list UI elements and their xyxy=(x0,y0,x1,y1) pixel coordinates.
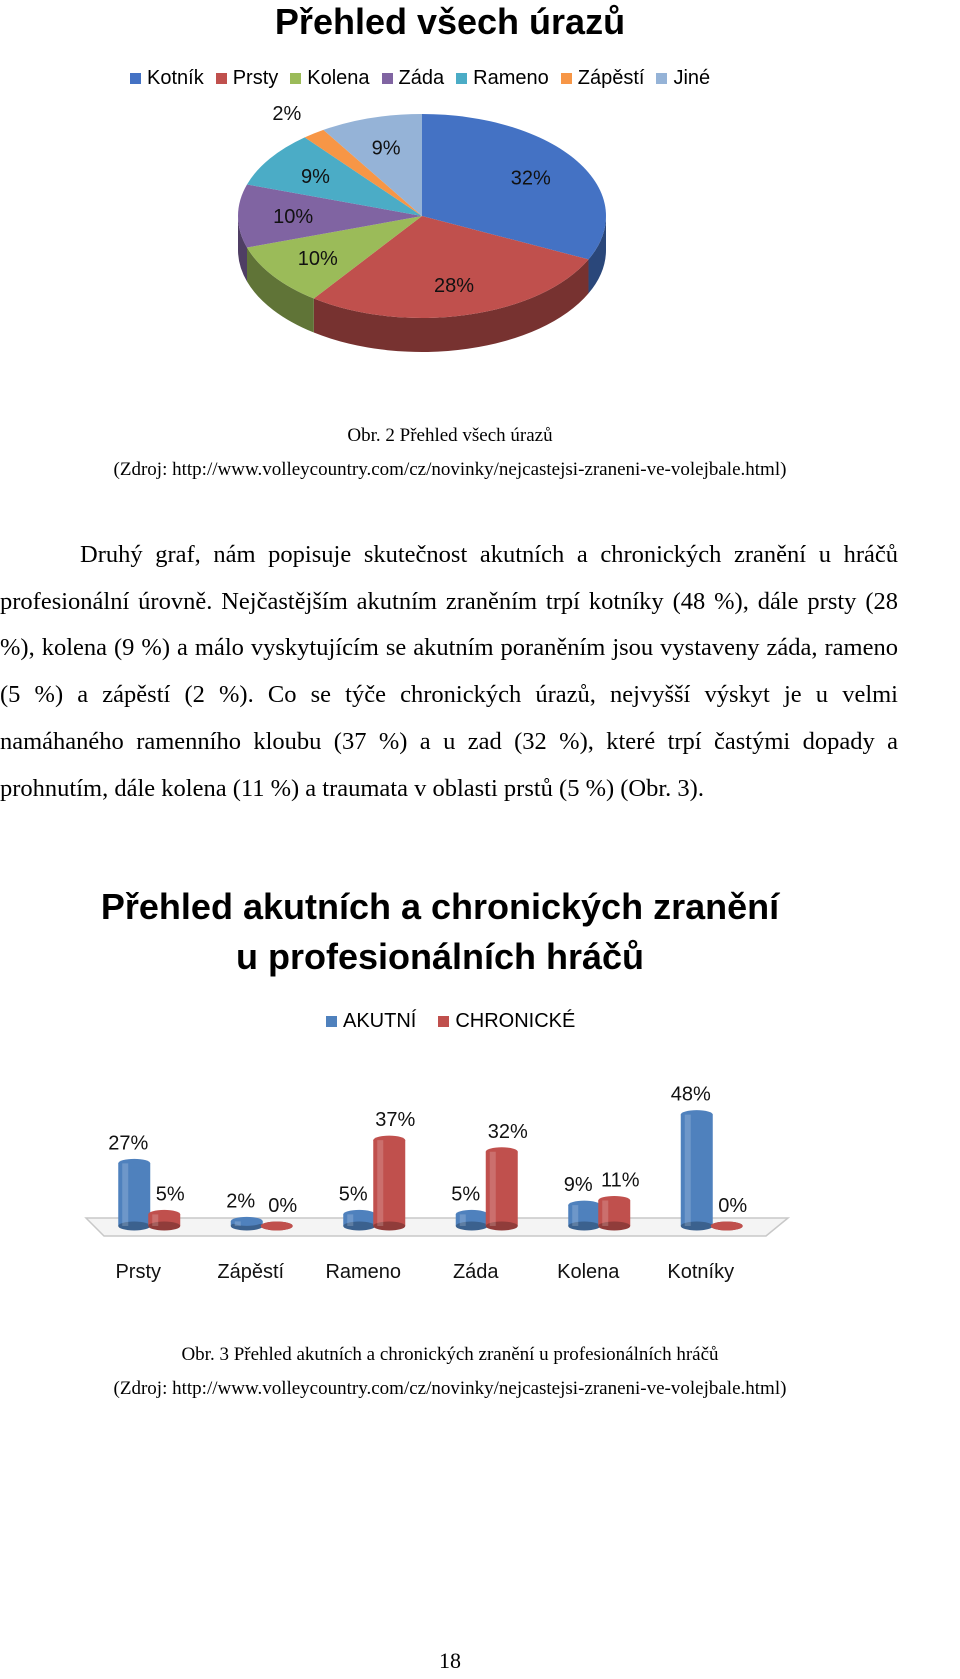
bar-akutni-prsty xyxy=(118,1159,150,1231)
bar-chart-title-line-2: u profesionálních hráčů xyxy=(235,936,645,977)
pie-legend xyxy=(130,66,710,90)
body-paragraph: Druhý graf, nám popisuje skutečnost akutních a chronických zranění u hráčů profesionální úrovně. Nejčastějším akutním zraněním trpí kotníky (48 %), dále prsty (28 %), kolena (9 %) a málo vyskytujícím se akutním poraněním jsou vystaveny záda, rameno (5 %) a zápěstí (2 %). Co se týče chronických úrazů, nejvyšší výskyt je u velmi namáhaného ramenního kloubu (37 %) a u zad (32 %), které trpí častými dopady a prohnutím, dále kolena (11 %) a traumata v oblasti prstů (5 %) (Obr. 3). xyxy=(0,541,898,802)
bar-label-akutni-kotniky: 48% xyxy=(670,1083,711,1106)
bar-category-label-zada: Záda xyxy=(452,1261,499,1283)
bar-label-chronicke-rameno: 37% xyxy=(375,1109,416,1132)
pie-label-rameno: 9% xyxy=(301,165,330,188)
bar-chart xyxy=(0,1040,900,1300)
pie-legend-item-jine xyxy=(656,66,710,90)
legend-swatch xyxy=(326,1016,337,1027)
bar-category-label-prsty: Prsty xyxy=(115,1261,162,1283)
bar-label-akutni-zapesti: 2% xyxy=(226,1190,256,1213)
bar-legend-item-akutni xyxy=(326,1009,416,1033)
pie-legend-item-kolena xyxy=(290,66,369,90)
legend-label: Rameno xyxy=(473,67,549,89)
pie-legend-item-kotnik xyxy=(130,66,204,90)
pie-legend-item-rameno xyxy=(456,66,549,90)
figure-2-caption: Obr. 2 Přehled všech úrazů xyxy=(347,425,553,446)
figure-3-caption: Obr. 3 Přehled akutních a chronických zranění u profesionálních hráčů xyxy=(181,1344,719,1365)
bar-chronicke-prsty xyxy=(148,1210,180,1231)
bar-legend xyxy=(326,1009,575,1033)
bar-category-label-kotniky: Kotníky xyxy=(667,1261,735,1283)
legend-label: Kotník xyxy=(147,67,204,89)
bar-label-akutni-prsty: 27% xyxy=(108,1132,149,1155)
bar-label-akutni-rameno: 5% xyxy=(338,1183,368,1206)
bar-akutni-rameno xyxy=(343,1210,375,1231)
pie-legend-item-prsty xyxy=(216,66,279,90)
legend-label: Prsty xyxy=(232,67,279,89)
pie-legend-item-zada xyxy=(382,66,445,90)
bar-label-chronicke-kolena: 11% xyxy=(600,1169,640,1192)
bar-chronicke-rameno xyxy=(373,1136,405,1231)
bar-category-label-kolena: Kolena xyxy=(557,1261,620,1283)
bar-chronicke-kotniky xyxy=(711,1222,743,1231)
bar-akutni-zapesti xyxy=(231,1217,263,1231)
bar-legend-item-chronicke xyxy=(438,1009,575,1033)
legend-swatch xyxy=(656,73,667,84)
bar-akutni-kolena xyxy=(568,1201,600,1231)
bar-label-chronicke-zada: 32% xyxy=(487,1120,528,1143)
figure-2-source: (Zdroj: http://www.volleycountry.com/cz/novinky/nejcastejsi-zraneni-ve-volejbale.html) xyxy=(113,459,787,480)
legend-swatch xyxy=(561,73,572,84)
bar-chart-bars xyxy=(108,1084,747,1231)
page-number: 18 xyxy=(439,1648,461,1673)
bar-akutni-kotniky xyxy=(681,1110,713,1230)
pie-label-kotnik: 32% xyxy=(510,167,551,190)
figure-3-source: (Zdroj: http://www.volleycountry.com/cz/novinky/nejcastejsi-zraneni-ve-volejbale.html) xyxy=(113,1378,787,1399)
pie-legend-item-zapesti xyxy=(561,66,645,90)
bar-chronicke-kolena xyxy=(598,1196,630,1231)
bar-label-akutni-kolena: 9% xyxy=(563,1174,593,1197)
legend-label: AKUTNÍ xyxy=(343,1010,417,1032)
bar-chronicke-zapesti xyxy=(261,1222,293,1231)
legend-swatch xyxy=(130,73,141,84)
bar-akutni-zada xyxy=(456,1210,488,1231)
pie-label-zada: 10% xyxy=(273,206,314,228)
pie-label-prsty: 28% xyxy=(434,275,475,298)
pie-chart-title: Přehled všech úrazů xyxy=(274,1,626,42)
bar-label-chronicke-zapesti: 0% xyxy=(268,1195,298,1217)
bar-chart-title xyxy=(0,882,880,982)
legend-label: Zápěstí xyxy=(577,67,645,89)
legend-swatch xyxy=(290,73,301,84)
legend-label: Záda xyxy=(398,67,445,89)
legend-label: Kolena xyxy=(307,67,370,89)
bar-category-label-zapesti: Zápěstí xyxy=(217,1261,285,1283)
legend-swatch xyxy=(216,73,227,84)
legend-swatch xyxy=(438,1016,449,1027)
bar-chronicke-zada xyxy=(486,1147,518,1230)
body-paragraph-block xyxy=(0,532,898,812)
bar-chart-title-line-1: Přehled akutních a chronických zranění xyxy=(100,886,780,927)
pie-label-zapesti: 2% xyxy=(272,102,302,125)
legend-label: CHRONICKÉ xyxy=(455,1010,576,1032)
bar-label-chronicke-prsty: 5% xyxy=(155,1183,185,1206)
pie-label-kolena: 10% xyxy=(297,247,338,270)
legend-swatch xyxy=(382,73,393,84)
pie-label-jine: 9% xyxy=(371,137,401,160)
bar-label-chronicke-kotniky: 0% xyxy=(718,1195,748,1217)
legend-swatch xyxy=(456,73,467,84)
bar-label-akutni-zada: 5% xyxy=(451,1183,481,1206)
legend-label: Jiné xyxy=(673,67,711,89)
bar-category-label-rameno: Rameno xyxy=(325,1261,402,1283)
